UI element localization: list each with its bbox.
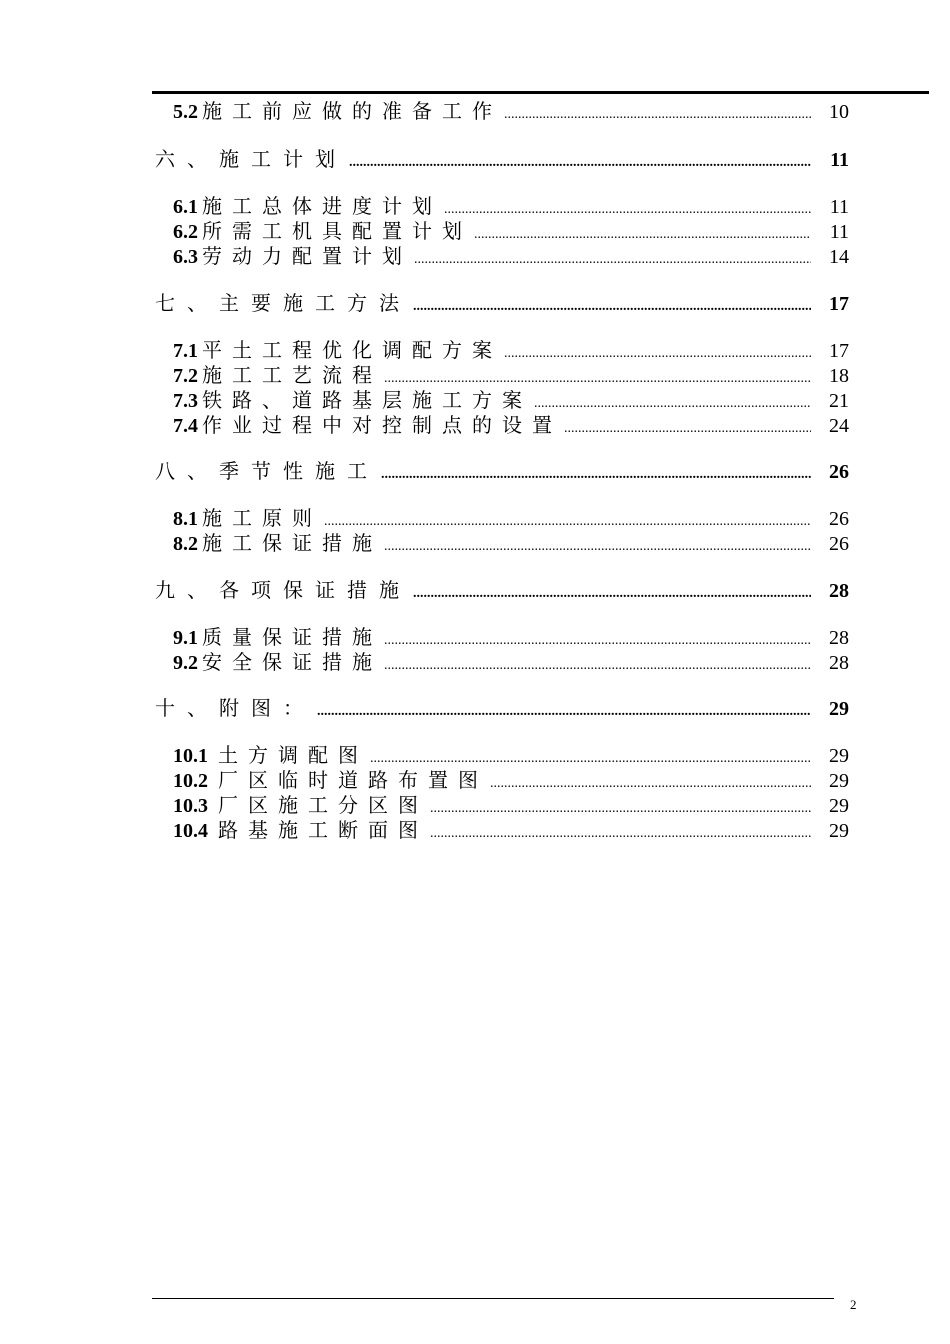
toc-entry-page: 11 <box>829 221 849 243</box>
toc-chapter-page: 28 <box>829 580 849 602</box>
toc-entry-number: 9.1 <box>173 627 198 649</box>
dot-leader <box>414 247 811 273</box>
toc-entry[interactable] <box>173 742 849 768</box>
toc-entry-page: 26 <box>829 533 849 555</box>
toc-entry-number: 6.2 <box>173 221 198 243</box>
toc-entry-page: 29 <box>829 745 849 767</box>
toc-entry[interactable] <box>173 792 849 818</box>
dot-leader <box>349 150 811 176</box>
toc-entry[interactable] <box>173 767 849 793</box>
page-number: 2 <box>850 1297 857 1312</box>
toc-entry-title: 厂区施工分区图 <box>218 793 428 817</box>
toc-entry-page: 14 <box>829 246 849 268</box>
dot-leader <box>430 821 811 847</box>
toc-entry-title: 土方调配图 <box>218 743 368 767</box>
dot-leader <box>413 581 811 607</box>
toc-entry-page: 17 <box>829 340 849 362</box>
toc-entry-number: 7.3 <box>173 390 198 412</box>
toc-entry-page: 24 <box>829 415 849 437</box>
dot-leader <box>413 294 811 320</box>
dot-leader <box>381 462 811 488</box>
toc-chapter-page: 26 <box>829 461 849 483</box>
toc-entry-title: 施工前应做的准备工作 <box>202 99 502 123</box>
toc-chapter-page: 17 <box>829 293 849 315</box>
toc-entry-page: 21 <box>829 390 849 412</box>
toc-entry-title: 作业过程中对控制点的设置 <box>202 413 562 437</box>
toc-entry[interactable] <box>173 193 849 219</box>
toc-entry-title: 施工保证措施 <box>202 531 382 555</box>
header-rule <box>152 91 929 94</box>
toc-chapter-title: 八、季节性施工 <box>155 459 379 483</box>
toc-chapter-title: 十、附图： <box>155 696 315 720</box>
toc-entry-page: 11 <box>829 196 849 218</box>
toc-chapter-title: 九、各项保证措施 <box>155 578 411 602</box>
toc-entry-number: 8.1 <box>173 508 198 530</box>
toc-entry[interactable] <box>173 817 849 843</box>
toc-entry-page: 29 <box>829 820 849 842</box>
toc-entry-title: 路基施工断面图 <box>218 818 428 842</box>
toc-entry[interactable] <box>173 505 849 531</box>
toc-entry-title: 施工总体进度计划 <box>202 194 442 218</box>
toc-entry-title: 所需工机具配置计划 <box>202 219 472 243</box>
toc-entry-page: 28 <box>829 652 849 674</box>
toc-entry-title: 厂区临时道路布置图 <box>218 768 488 792</box>
toc-entry-title: 施工原则 <box>202 506 322 530</box>
toc-entry-number: 9.2 <box>173 652 198 674</box>
toc-entry-title: 平土工程优化调配方案 <box>202 338 502 362</box>
toc-chapter[interactable] <box>155 577 849 603</box>
dot-leader <box>384 534 811 560</box>
toc-chapter[interactable] <box>155 146 849 172</box>
toc-chapter[interactable] <box>155 695 849 721</box>
toc-entry[interactable] <box>173 218 849 244</box>
toc-chapter[interactable] <box>155 458 849 484</box>
toc-entry-number: 7.2 <box>173 365 198 387</box>
toc-entry-number: 5.2 <box>173 101 198 123</box>
dot-leader <box>384 653 811 679</box>
toc-entry-title: 安全保证措施 <box>202 650 382 674</box>
toc-entry[interactable] <box>173 98 849 124</box>
toc-entry[interactable] <box>173 412 849 438</box>
footer-rule <box>152 1298 834 1299</box>
toc-entry-number: 10.3 <box>173 795 208 817</box>
toc-chapter[interactable] <box>155 290 849 316</box>
toc-entry[interactable] <box>173 243 849 269</box>
toc-entry[interactable] <box>173 337 849 363</box>
toc-entry-title: 施工工艺流程 <box>202 363 382 387</box>
toc-entry-page: 26 <box>829 508 849 530</box>
toc-chapter-page: 29 <box>829 698 849 720</box>
toc-entry-page: 18 <box>829 365 849 387</box>
toc-entry-number: 7.1 <box>173 340 198 362</box>
toc-entry-page: 10 <box>829 101 849 123</box>
toc-entry-number: 10.1 <box>173 745 208 767</box>
toc-entry-number: 10.2 <box>173 770 208 792</box>
dot-leader <box>504 102 811 128</box>
dot-leader <box>317 699 811 725</box>
toc-entry[interactable] <box>173 387 849 413</box>
toc-entry-page: 29 <box>829 770 849 792</box>
toc-entry-page: 28 <box>829 627 849 649</box>
toc-entry-title: 劳动力配置计划 <box>202 244 412 268</box>
toc-entry[interactable] <box>173 362 849 388</box>
toc-entry-number: 8.2 <box>173 533 198 555</box>
toc-chapter-page: 11 <box>830 149 849 171</box>
toc-entry[interactable] <box>173 649 849 675</box>
toc-entry-number: 10.4 <box>173 820 208 842</box>
toc-chapter-title: 六、施工计划 <box>155 147 347 171</box>
toc-entry-number: 6.3 <box>173 246 198 268</box>
dot-leader <box>564 416 811 442</box>
toc-entry-page: 29 <box>829 795 849 817</box>
toc-entry-title: 质量保证措施 <box>202 625 382 649</box>
toc-chapter-title: 七、主要施工方法 <box>155 291 411 315</box>
toc-entry[interactable] <box>173 624 849 650</box>
toc-entry-title: 铁路、道路基层施工方案 <box>202 388 532 412</box>
toc-entry-number: 6.1 <box>173 196 198 218</box>
toc-entry-number: 7.4 <box>173 415 198 437</box>
toc-entry[interactable] <box>173 530 849 556</box>
